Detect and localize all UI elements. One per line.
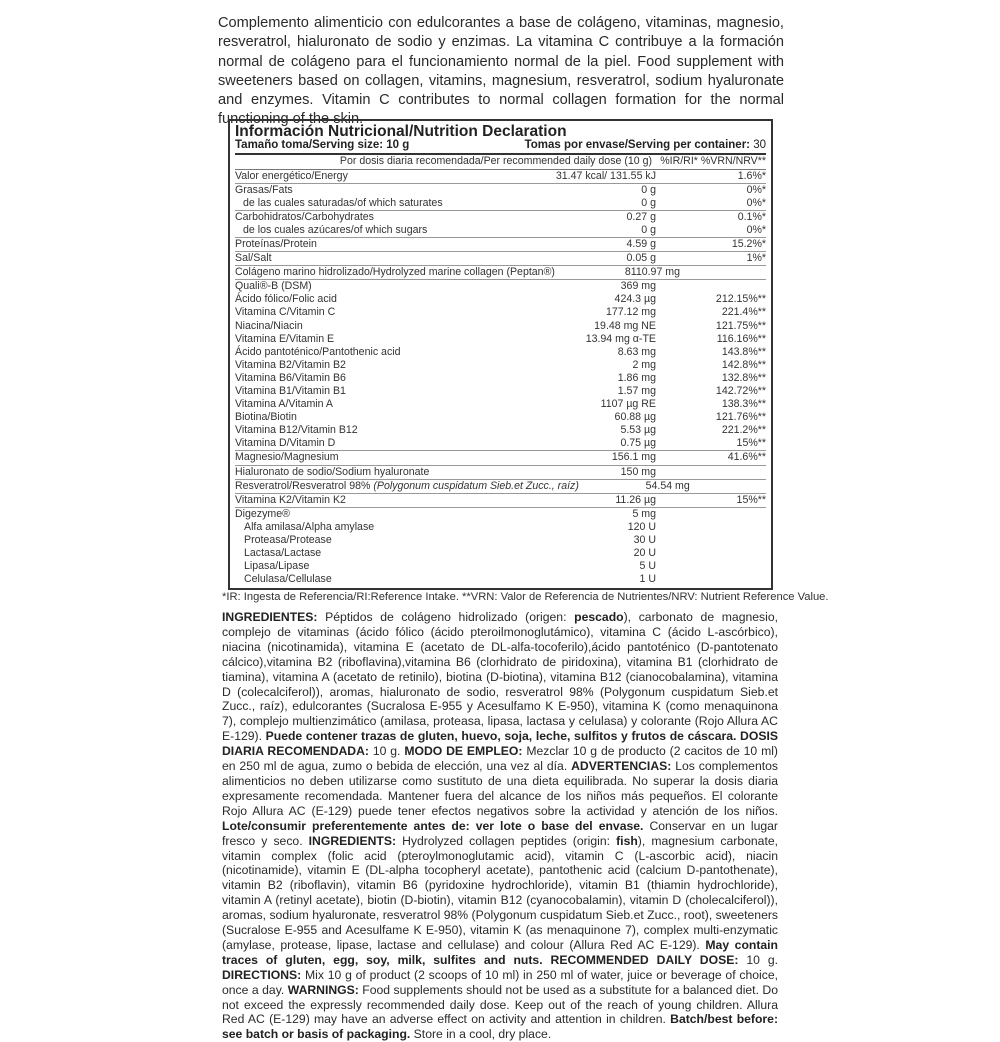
table-row <box>235 266 766 280</box>
nutrient-value: 0 g <box>641 183 656 196</box>
nutrient-name: Vitamina A/Vitamin A <box>235 398 333 411</box>
ingredients-bold-segment: INGREDIENTES: <box>222 610 318 624</box>
nutrient-value: 4.59 g <box>626 237 656 250</box>
nutrient-percent: 116.16%** <box>716 332 766 345</box>
table-row <box>235 424 766 437</box>
ingredients-segment: ), magnesium carbonate, vitamin complex (folic acid (pteroylmonoglutamic acid), vitamin C (L-ascorbic acid), niacin (nicotinamide), vitamin E (DL-alpha tocopheryl acetate), pantothenic acid (calcium D-pantothenate), vitamin B2 (riboflavin), vitamin B6 (pyridoxine hydrochloride), vitamin B1 (thiamin hydrochloride), vitamin A (retinyl acetate), biotin (D-biotin), vitamin B12 (cyanocobalamin), vitamin D (cholecalciferol)), aromas, sodium hyaluronate, resveratrol 98% (Polygonum cuspidatum Sieb.et Zucc., root), sweeteners (Sucralose E-955 and Acesulfame K E-950), vitamin K (as menaquinone 7), complex multi-enzymatic (amylase, protease, lipase, lactase and cellulase) and colour (Allura Red AC E-129). <box>222 833 778 952</box>
table-row <box>235 306 766 319</box>
nutrient-percent: 121.75%** <box>715 319 766 332</box>
table-row <box>235 359 766 372</box>
nutrient-value: 0 g <box>641 196 656 209</box>
ingredients-bold-segment: Lote/consumir preferentemente antes de: ver lote o base del envase. <box>222 818 644 833</box>
nutrient-percent <box>680 266 766 279</box>
table-row <box>235 398 766 411</box>
nutrient-percent: 132.8%** <box>721 371 766 384</box>
table-row <box>235 170 766 184</box>
nutrient-value: 150 mg <box>620 465 656 478</box>
ingredients-bold-segment: May contain traces of gluten, egg, soy, milk, sulfites and nuts. RECOMMENDED DAILY DOSE: <box>222 937 778 967</box>
nutrient-value: 0.05 g <box>626 252 656 265</box>
nutrient-name: Quali®-B (DSM) <box>235 280 312 293</box>
table-row <box>235 534 766 547</box>
nutrient-value: 1.57 mg <box>617 385 656 397</box>
table-row <box>235 372 766 385</box>
table-row <box>235 224 766 238</box>
nutrition-rows <box>235 170 766 587</box>
table-row <box>235 197 766 211</box>
nutrient-name: Proteasa/Protease <box>244 534 332 547</box>
nutrient-value: 11.26 µg <box>615 493 656 506</box>
ingredients-segment: Food supplements should not be used as a substitute for a balanced diet. Do not exceed the expressly recommended daily dose. Keep out of the reach of young children. Allura Red AC (E-129) may have an adverse effect on activity and attention in children. <box>222 982 779 1027</box>
ingredients-bold-segment: DIRECTIONS: <box>222 967 302 982</box>
nutrient-name: Vitamina B2/Vitamin B2 <box>235 358 346 371</box>
nutrient-percent: 121.76%** <box>715 411 766 424</box>
ingredients-bold-segment: WARNINGS: <box>287 982 359 997</box>
ingredients-bold-segment: Batch/best before: see batch or basis of packaging. <box>222 1012 779 1042</box>
nutrient-value: 5 mg <box>632 507 656 520</box>
nutrient-percent <box>656 466 766 479</box>
ingredients-segment: ), carbonato de magnesio, complejo de vitaminas (ácido fólico (ácido pteroilmonoglutámico), vitamina C (ácido L-ascórbico), niacina (nicotinamida), vitamina E (acetato de DL-alfa-tocoferilo),ácido pantoténico (D-pantotenato cálcico),vitamina B2 (riboflavina),vitamina B6 (clorhidrato de piridoxina), vitamina B1 (clorhidrato de tiamina), vitamina A (acetato de retinilo), biotina (D-biotina), vitamina B12 (cianocobalamina), vitamina D (colecalciferol)), aromas, hialuronato de sodio, resveratrol 98% (Polygonum cuspidatum Sieb.et Zucc., raíz), edulcorantes (Sucralosa E-955 y Acesulfamo K E-950), vitamina K (como menaquinona 7), complejo multienzimático (amilasa, proteasa, lipasa, lactasa y celulasa) y colorante (Rojo Allura AC E-129). <box>222 610 778 744</box>
ingredients-segment: Mix 10 g of product (2 scoops of 10 ml) in 250 ml of water, juice or beverage of choice, once a day. <box>222 967 778 997</box>
nutrient-value: 20 U <box>633 547 656 560</box>
nutrient-value: 60.88 µg <box>614 411 656 424</box>
table-row <box>235 333 766 346</box>
table-row <box>235 346 766 359</box>
table-row <box>235 320 766 333</box>
nutrient-percent <box>690 480 766 493</box>
nutrient-value: 30 U <box>633 534 656 547</box>
table-row <box>235 573 766 586</box>
nutrient-name: Valor energético/Energy <box>235 169 348 182</box>
nutrient-percent <box>656 280 766 293</box>
nutrient-value: 31.47 kcal/ 131.55 kJ <box>555 169 656 182</box>
nutrient-value: 1107 µg RE <box>600 398 656 411</box>
nutrition-panel <box>228 119 773 590</box>
nutrient-percent: 138.3%** <box>721 398 766 411</box>
table-row <box>235 184 766 197</box>
nutrient-percent: 142.72%** <box>715 385 766 397</box>
nutrient-value: 369 mg <box>620 280 656 293</box>
nutrient-name: Vitamina B6/Vitamin B6 <box>235 371 346 384</box>
nutrient-value: 13.94 mg α-TE <box>585 332 656 345</box>
nutrient-name: de los cuales azúcares/of which sugars <box>243 223 428 236</box>
ingredients-text <box>222 610 778 1042</box>
nutrient-percent: 0%* <box>746 183 766 196</box>
table-row <box>235 547 766 560</box>
column-header-percent: %IR/RI* %VRN/NRV** <box>660 155 766 167</box>
ingredients-segment: Hydrolyzed collagen peptides (origin: <box>396 833 617 848</box>
product-description: Complemento alimenticio con edulcorantes a base de colágeno, vitaminas, magnesio, resveratrol, hialuronato de sodio y enzimas. La vitamina C contribuye a la formación normal de colágeno para el funcionamiento normal de la piel. Food supplement with sweeteners based on collagen, vitamins, magnesium, resveratrol, sodium hyaluronate and enzymes. Vitamin C contributes to normal collagen formation for the normal functioning of the skin. <box>218 15 784 128</box>
nutrient-name: Vitamina E/Vitamin E <box>235 332 335 345</box>
nutrient-value: 2 mg <box>632 358 656 371</box>
table-row <box>235 211 766 224</box>
nutrient-percent: 143.8%** <box>721 345 766 358</box>
nutrient-name: Celulasa/Cellulase <box>244 573 332 586</box>
nutrient-name: Ácido fólico/Folic acid <box>235 293 337 306</box>
nutrient-value: 0.27 g <box>626 210 656 223</box>
nutrient-name: Vitamina B1/Vitamin B1 <box>235 385 346 397</box>
ingredients-segment: Conservar en un lugar fresco y seco. <box>222 818 778 848</box>
table-row <box>235 437 766 451</box>
table-row <box>235 560 766 573</box>
serving-size: Tamaño toma/Serving size: 10 g <box>235 139 410 151</box>
nutrient-percent <box>656 508 766 521</box>
ingredients-segment: 10 g. <box>368 744 405 759</box>
nutrient-name: Vitamina D/Vitamin D <box>235 437 336 450</box>
serving-info <box>235 139 766 155</box>
nutrient-value: 1 U <box>639 573 656 586</box>
nutrient-name: de las cuales saturadas/of which saturates <box>243 196 443 209</box>
nutrient-percent: 0.1%* <box>737 210 766 223</box>
table-row <box>235 508 766 521</box>
nutrient-name: Digezyme® <box>235 507 290 520</box>
nutrient-percent: 212.15%** <box>715 293 766 306</box>
nutrient-value: 5 U <box>639 560 656 573</box>
servings-per-container <box>525 139 766 151</box>
table-row <box>235 494 766 508</box>
nutrient-percent <box>656 534 766 547</box>
nutrient-value: 0 g <box>641 223 656 236</box>
nutrient-name: Alfa amilasa/Alpha amylase <box>244 520 375 533</box>
nutrient-percent <box>656 573 766 586</box>
nutrient-name: Vitamina K2/Vitamin K2 <box>235 493 346 506</box>
table-row <box>235 466 766 480</box>
ingredients-segment: 10 g. <box>738 952 778 967</box>
nutrient-name: Vitamina B12/Vitamin B12 <box>235 424 358 437</box>
footnote: *IR: Ingesta de Referencia/RI:Reference Intake. **VRN: Valor de Referencia de Nutrientes/NRV: Nutrient Reference Value. <box>222 591 829 603</box>
ingredients-bold-segment: fish <box>616 833 638 848</box>
nutrient-value: 0.75 µg <box>620 437 656 450</box>
nutrient-percent: 1.6%* <box>737 169 766 182</box>
nutrient-value: 120 U <box>627 520 656 533</box>
ingredients-bold-segment: INGREDIENTS: <box>308 833 397 848</box>
panel-title: Información Nutricional/Nutrition Declaration <box>235 123 567 140</box>
nutrient-percent: 15%** <box>736 437 766 450</box>
nutrient-name: Grasas/Fats <box>235 183 293 196</box>
nutrient-name: Ácido pantoténico/Pantothenic acid <box>235 345 401 358</box>
ingredients-segment: Store in a cool, dry place. <box>410 1027 552 1042</box>
nutrient-percent: 15%** <box>736 493 766 506</box>
nutrient-percent: 15.2%* <box>731 237 766 250</box>
ingredients-bold-segment: ADVERTENCIAS: <box>571 759 672 774</box>
nutrient-percent: 1%* <box>746 252 766 265</box>
table-row <box>235 238 766 252</box>
nutrient-value: 177.12 mg <box>605 306 656 319</box>
ingredients-bold-segment: MODO DE EMPLEO: <box>404 744 523 759</box>
nutrient-value: 5.53 µg <box>620 424 656 437</box>
nutrient-percent: 142.8%** <box>721 358 766 371</box>
nutrient-name: Carbohidratos/Carbohydrates <box>235 210 374 223</box>
nutrient-name: Biotina/Biotin <box>235 411 297 424</box>
nutrient-name: Niacina/Niacin <box>235 319 303 332</box>
nutrient-name: Vitamina C/Vitamin C <box>235 306 336 319</box>
table-row <box>235 521 766 534</box>
nutrient-percent: 221.4%** <box>721 306 766 319</box>
ingredients-bold-segment: pescado <box>574 610 624 624</box>
servings-label: Tomas por envase/Serving per container: <box>524 139 750 151</box>
nutrient-percent <box>656 521 766 534</box>
nutrient-name: Sal/Salt <box>235 252 272 265</box>
table-row <box>235 252 766 266</box>
ingredients-bold-segment: Puede contener trazas de gluten, huevo, soja, leche, sulfitos y frutos de cáscara. DOSIS DIARIA RECOMENDADA: <box>222 729 778 759</box>
nutrient-value: 8110.97 mg <box>624 266 680 279</box>
nutrient-value: 1.86 mg <box>617 371 656 384</box>
nutrient-name: Magnesio/Magnesium <box>235 451 339 464</box>
nutrient-percent <box>656 547 766 560</box>
nutrient-value: 54.54 mg <box>645 479 690 492</box>
nutrient-name: Colágeno marino hidrolizado/Hydrolyzed marine collagen (Peptan®) <box>235 266 555 279</box>
nutrient-name: Lactasa/Lactase <box>244 547 322 560</box>
nutrient-name: Lipasa/Lipase <box>244 560 310 573</box>
nutrient-name: Resveratrol/Resveratrol 98% (Polygonum cuspidatum Sieb.et Zucc., raíz) <box>235 479 579 492</box>
ingredients-segment: Los complementos alimenticios no deben utilizarse como sustituto de una dieta equilibrada. No superar la dosis diaria expresamente recomendada. Mantener fuera del alcance de los niños más pequeños. El colorante Rojo Allura AC (E-129) puede tener efectos negativos sobre la actividad y atención de los niños. <box>222 759 778 818</box>
table-row <box>235 280 766 293</box>
nutrient-value: 424.3 µg <box>614 293 656 306</box>
nutrient-percent <box>656 560 766 573</box>
table-row <box>235 385 766 398</box>
nutrient-name: Proteínas/Protein <box>235 237 317 250</box>
nutrient-value: 19.48 mg NE <box>594 319 656 332</box>
nutrient-value: 156.1 mg <box>611 451 656 464</box>
table-row <box>235 411 766 424</box>
nutrient-name: Hialuronato de sodio/Sodium hyaluronate <box>235 465 430 478</box>
ingredients-segment: Péptidos de colágeno hidrolizado (origen: <box>317 610 575 624</box>
servings-value: 30 <box>753 139 766 151</box>
table-row <box>235 480 766 494</box>
ingredients-segment: Mezclar 10 g de producto (2 cacitos de 10 ml) en 250 ml de agua, zumo o bebida de elección, una vez al día. <box>222 744 778 774</box>
nutrient-percent: 0%* <box>746 196 766 209</box>
nutrient-value: 8.63 mg <box>617 345 656 358</box>
table-row <box>235 293 766 306</box>
table-header <box>235 155 766 170</box>
table-row <box>235 451 766 465</box>
nutrient-percent: 0%* <box>746 223 766 236</box>
nutrient-percent: 221.2%** <box>721 424 766 437</box>
nutrient-percent: 41.6%** <box>727 451 766 464</box>
column-header-dose: Por dosis diaria recomendada/Per recommended daily dose (10 g) <box>339 155 652 167</box>
